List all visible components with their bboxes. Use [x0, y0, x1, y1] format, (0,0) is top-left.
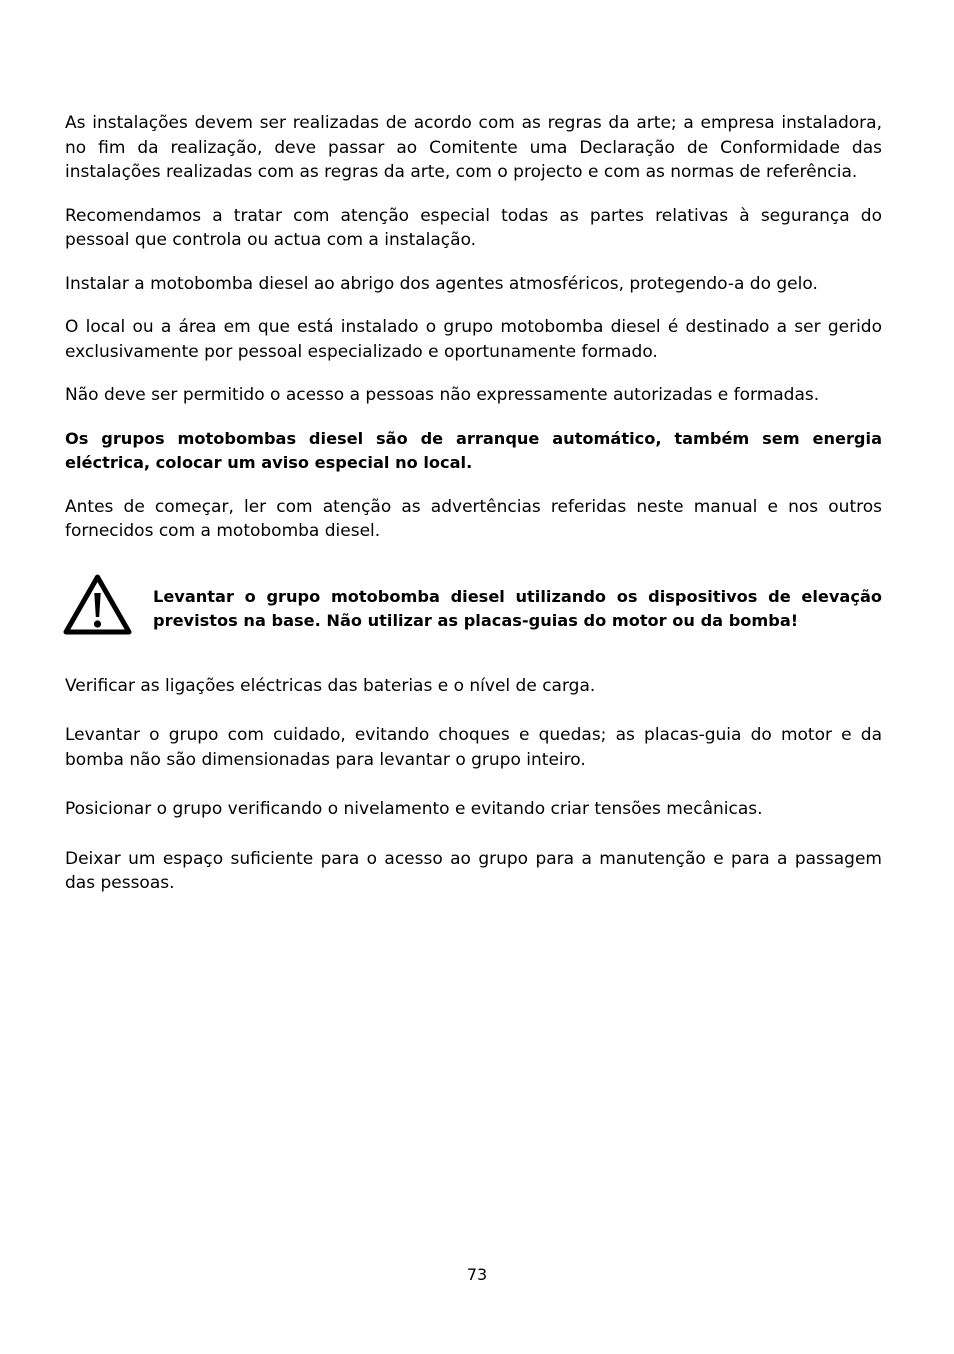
paragraph-lift-carefully: Levantar o grupo com cuidado, evitando choques e quedas; as placas-guia do motor e da bomba não são dimensionadas para levantar o grupo inteiro. — [65, 725, 882, 770]
lifting-warning-text: Levantar o grupo motobomba diesel utilizando os dispositivos de elevação previstos na base. Não utilizar as placas-guias do motor ou da bomba! — [153, 586, 882, 631]
page-number: 73 — [466, 1265, 488, 1284]
warning-triangle-icon — [62, 573, 133, 636]
paragraph-safety-attention: Recomendamos a tratar com atenção especial todas as partes relativas à segurança do pessoal que controla ou actua com a instalação. — [65, 205, 882, 250]
paragraph-check-batteries: Verificar as ligações eléctricas das baterias e o nível de carga. — [65, 675, 596, 696]
paragraph-read-warnings: Antes de começar, ler com atenção as advertências referidas neste manual e nos outros fornecidos com a motobomba diesel. — [65, 496, 882, 541]
paragraph-position-group: Posicionar o grupo verificando o nivelamento e evitando criar tensões mecânicas. — [65, 799, 763, 820]
paragraph-installation-rules: As instalações devem ser realizadas de acordo com as regras da arte; a empresa instaladora, no fim da realização, deve passar ao Comitente uma Declaração de Conformidade das instalações realizadas com as regras da arte, com o projecto e com as normas de referência. — [65, 113, 882, 182]
paragraph-weather-protection: Instalar a motobomba diesel ao abrigo dos agentes atmosféricos, protegendo-a do gelo. — [65, 273, 818, 294]
lifting-warning — [65, 585, 882, 649]
paragraph-automatic-start-notice: Os grupos motobombas diesel são de arranque automático, também sem energia eléctrica, colocar um aviso especial no local. — [65, 428, 882, 472]
paragraph-specialized-personnel: O local ou a área em que está instalado o grupo motobomba diesel é destinado a ser gerido exclusivamente por pessoal especializado e oportunamente formado. — [65, 317, 882, 362]
paragraph-maintenance-space: Deixar um espaço suficiente para o acesso ao grupo para a manutenção e para a passagem das pessoas. — [65, 848, 882, 894]
document-body — [65, 111, 882, 896]
paragraph-access-restriction: Não deve ser permitido o acesso a pessoas não expressamente autorizadas e formadas. — [65, 385, 820, 405]
